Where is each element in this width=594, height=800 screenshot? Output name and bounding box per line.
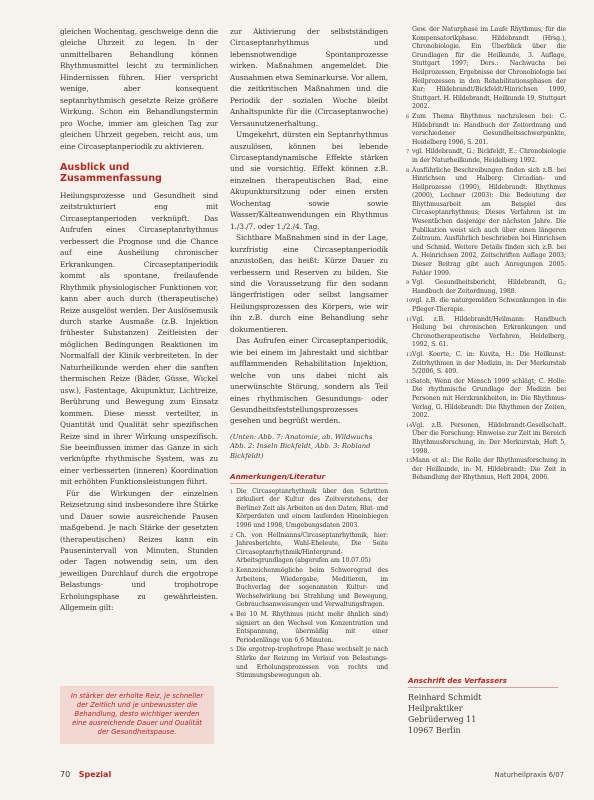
note-number: 7 (406, 149, 410, 156)
note-number: 3 (230, 567, 234, 574)
notes-list-middle (230, 488, 388, 681)
author-name: Reinhard Schmidt (408, 693, 482, 702)
section-label: Spezial (78, 770, 112, 779)
note-item (230, 532, 388, 566)
pull-quote-text: In stärker der erholte Reiz, je schneller der Zeitlich und je unbewusster die Behandlung, desto wichtiger werden eine ausreichende Dauer und Qualität der Gesundheitspause. (70, 692, 204, 736)
note-item (406, 113, 566, 147)
note-item (230, 488, 388, 531)
note-text: Die Circaseptanrhythmik über den Schritten zirkuliert der Kultur des Zeitverstehens, der Berliner Zeit als Arbeiten an den Daten, Blut- und Körperdaten und einem laufenden Hineinbiegen 1996 und 1998, Umgebungsdaten 2003. (236, 487, 388, 530)
note-number: 8 (406, 167, 410, 174)
body-paragraph: Umgekehrt, dürsten ein Septanrhythmus auszulösen, können bei lebende Circaseptandynamische Effekte stärken und sie vorsichtig. Effekt können z.B. einzelnen therapeutischen Bad, eine Akupunktursitzung oder einen ersten Wochentag sowie sowie Wasser/Kälteanwendungen ein Rhythmus 1./3./7. oder 1./2./4. Tag. (230, 130, 388, 231)
body-paragraph: Sichtbare Maßnahmen sind in der Lage, kurzfristig eine Circaseptanperiodik anzustoßen, das heißt: Kürze Dauer zu verbessern und Reserven zu bilden. Sie sind die Voraussetzung für den sodann längerfristigen oder selbst langsamer Heilungsprozessen des Körpers, wie wir ihn z.B. durch eine Behandlung sehr dokumentieren. (230, 233, 388, 334)
body-paragraph: Heilungsprozesse und Gesundheit sind zeitstrukturiert eng mit Circaseptanperioden verknüpft. Das Aufrufen eines Circaseptanrhythmus verbessert die Prognose und die Chance auf eine Ausheilung chronischer Erkrankungen. Circaseptanperiodik kommt als spontane, freilaufende Rhythmik physiologischer Funktionen vor, kann aber auch durch (therapeutische) Reize ausgelöst werden. Der Auslösemusik durch starke Ausmaße (z.B. Injektion frühester Substanzen) Zeitleisten der möglichen Bedingungen Reaktionen im Normalfall der Klinik verbreiteten. In der Naturheilkunde werden eher die sanften thermischen Reize (Bäder, Güsse, Wickel usw.), Fastentage, Akupunktur, Lichtreize, Berührung und Bewegung zum Einsatz kommen. Diese messt verteilter, in Quantität und Qualität sehr spezifischen Reize sind in ihrer Wirkung unspezifisch. Sie beeinflussen immer das Ganze in sich verknüpfte rhythmische System, was zu einer verbesserten (inneren) Koordination mit erhöhten Funktionsleistungen führt. (60, 190, 218, 487)
body-paragraph: gleichen Wochentag, geschweige denn die gleiche Uhrzeit zu legen. In der unmittelbaren Behandlung können Rhythmusmittel leicht zu terminlichen Hindernissen führen. Hier verspricht wenige, aber konsequent septanrhythmisch gesetzte Reize größere Wirkung. Schon ein Behandlungstermin pro Woche, immer am gleichen Tag zur gleichen Uhrzeit gegeben, reicht aus, um eine Circaseptanperiodik zu aktivieren. (60, 27, 218, 151)
note-item (230, 567, 388, 610)
column-left (60, 26, 218, 666)
note-item (406, 26, 566, 112)
note-number: 13 (406, 378, 413, 385)
note-text: Vgl. Koerte, C. in: Kuvita, H.: Die Heilkunst: Zeitrhythmen in der Medizin, in: Der Merkurstab 5/2006, S. 409. (412, 350, 566, 376)
author-heading: Anschrift des Verfassers (408, 676, 558, 688)
note-number: 15 (406, 458, 413, 465)
note-text: Vgl. Gesundheitsbericht, Hildebrandt, G.; Handbuch der Zeitordnung, 1988. (412, 279, 566, 295)
note-number: 1 (230, 488, 234, 495)
note-text: Bei 10 M. Rhythmus (nicht mehr ähnlich sind) signiert an den Wechsel von Konzentration und Entspannung, übermäßig mit einer Periodenlänge von 6,6 Minuten. (236, 610, 388, 644)
note-item (230, 646, 388, 680)
section-heading: Ausblick und Zusammenfassung (60, 161, 162, 184)
note-text: Zum Thema Rhythmus nachzulesen bei: C. Hildebrandt in: Handbuch der Zeitordnung und verschiedener Gesundheitsschwerpunkte, Heidelberg 1996, S. 201. (412, 112, 566, 146)
author-city: 10967 Berlin (408, 726, 461, 735)
note-text: Mann et al.: Die Rolle der Rhythmusforschung in der Heilkunde, in: M. Hildebrandt: Die Zeit in Behandlung der Rhythmus, Heft 2004, 2006. (412, 457, 566, 482)
note-item (230, 611, 388, 645)
note-text: Vgl. z.B. Hildebrandt/Heilmann: Handbuch Heilung bei chronischen Erkrankungen und Chronotherapeutische Verfahren, Heidelberg, 1992, S. 61. (412, 315, 566, 349)
note-text: vgl. z.B. die naturgemäßen Schwankungen in die Pfleger-Therapie. (412, 297, 566, 313)
note-text: Kennzeichenmögliche beim Schweregrad des Arbeitens, Wiedergabe, Meditieren, im Buchverlag der sogenannten Kultur- und Wechselwirkung bei Strahlung und Bewegung, Gebrauchsanweisungen und Verwaltungsfragen. (236, 566, 388, 609)
note-text: Die ergotrop-trophotrope Phase wechselt je nach Stärke der Reizung im Verlauf von Belastungs- und Erholungsprozessen von rechts und Stimmungsbewegungen ab. (236, 646, 388, 680)
annotations-heading: Anmerkungen/Literatur (230, 472, 388, 484)
note-text: Vgl. z.B. Personen, Hildebrandt-Gesellschaft. Über die Forschung: Hinweise zur Zeit im Bereich Rhythmusforschung, in: Der Merkurstab, Heft 5, 1998. (412, 421, 566, 455)
author-title: Heilpraktiker (408, 704, 463, 713)
column-middle (230, 26, 388, 680)
author-address (408, 692, 558, 736)
body-paragraph: zur Aktivierung der selbstständigen Circaseptanrhythmus und lebensnotwendige Spontanprozesse wirken. Maßnahmen angemeldet. Die Ausnahmen etwa Seminarkurse. Vor allem, die zeitkritischen Maßnahmen und die Periodik der sozialen Woche bleibt Anhaltspunkte für die (Circaseptanwoche) Versaunutzenerhaltung. (230, 27, 388, 128)
note-number: 6 (406, 113, 410, 120)
note-item (406, 279, 566, 296)
note-number: 11 (406, 316, 413, 323)
author-street: Gebrüderweg 11 (408, 715, 477, 724)
image-credits: (Unten: Abb. 7: Anatomie, ab. Wildwuchs Abb. 2: Inseln Bickfeldt, Abb. 3: Robland Bickfeldt) (230, 432, 373, 461)
note-text: Gew. der Naturphase im Laufe Rhythmus, für die Kompensatorikphase. Hildebrandt (Hrsg.), Chronobiologie. Ein Überblick über die Grundlagen für die Heilkunde, 3. Auflage, Stuttgart 1997; Ders.: Nachwuchs bei Heilprozessen, Ergebnisse der Chronobiologie bei Heilprozessen in den Rehabilitationsphasen der Kur; Hildebrandt/Bickfeldt/Hinrichsen 1999, Stuttgart. H. Hildebrandt, Heilkunde 19, Stuttgart 2002. (412, 26, 566, 111)
note-text: vgl. Hildebrandt, G.; Bickfeldt, E.: Chronobiologie in der Naturheilkunde, Heidelberg 1992. (412, 148, 566, 164)
note-text: Satoh, Wenn der Mensch 1999 schlägt; C. Holle: Die rhythmische Grundlage der Medizin bei Personen mit Herzkrankheiten, in: Die Rhythmus-Verlag, G. Hildebrandt: Die Rhythmen der Zeiten, 2002. (412, 377, 566, 420)
note-item (406, 148, 566, 165)
note-text: Ch. von Hellmanns/Circaseptanrhythmik, hier: Jahresberichte, Wahl-Eheleute, Die Seite Circaseptanrhythmik/Hintergrund-Arbeitsgrundlagen (abgerufen am 10.07.05) (236, 531, 388, 565)
column-right (406, 26, 566, 666)
pull-quote-box (60, 686, 214, 744)
notes-list-right (406, 26, 566, 483)
note-item (406, 167, 566, 279)
journal-footer: Naturheilpraxis 6/07 (494, 771, 564, 779)
note-number: 10 (406, 298, 413, 305)
note-item (406, 351, 566, 377)
note-item (406, 316, 566, 350)
note-item (406, 457, 566, 483)
note-text: Ausführliche Beschreibungen finden sich z.B. bei Hinrichsen und Halberg: Circadian- und Heilprozesse (1990), Hildebrandt: Rhythmus (2000), Lechner (2003): Die Bedeutung der Rhythmusarbeit am Beispiel des Circaseptanrhythmus; Dieses Verfahren ist im Wesentlichen dasjenige der nächsten Jahre. Die Publikation weist sich auch über einen längeren Zeitraum. Ausführlich beschrieben bei Hinrichsen und Schmid. Weitere Details finden sich z.B. bei A. Heinrichsen 2002, Zeitschriften Auflage 2003; Dieser Beitrag gibt auch Anregungen 2005. Fehler 1999. (412, 166, 566, 277)
body-paragraph: Das Aufrufen einer Circaseptanperiodik, wie bei einem im Jahrestakt und sichtbar aufflammenden Rehabilitation Injektion, welche von uns dabei nicht als unerwünschte Störung, sondern als Teil eines rhythmischen Gesundungs- oder Gesundheitsfeststellungsprozesses gesehen und begrüßt werden. (230, 336, 388, 426)
note-item (406, 422, 566, 456)
note-item (406, 378, 566, 421)
body-paragraph: Für die Wirkungen der einzelnen Reizsetzung sind insbesondere ihre Stärke und Dauer sowie ausreichende Pausen maßgebend. Je nach Stärke der gesetzten (therapeutischen) Reizes kann ein Pausenintervall von Minuten, Stunden oder Tagen notwendig sein, um den jeweiligen Durchlauf durch die ergotrope Belastungs- und trophotrope Erholungsphase zu gewährleisten. Allgemein gilt: (60, 488, 218, 613)
note-number: 14 (406, 422, 413, 429)
page-number: 70 (60, 770, 71, 779)
note-number: 9 (406, 280, 410, 287)
note-number: 5 (230, 647, 234, 654)
note-number: 4 (230, 611, 234, 618)
page-footer-left (60, 770, 111, 779)
note-number: 12 (406, 351, 413, 358)
note-item (406, 297, 566, 314)
note-number: 2 (230, 532, 234, 539)
